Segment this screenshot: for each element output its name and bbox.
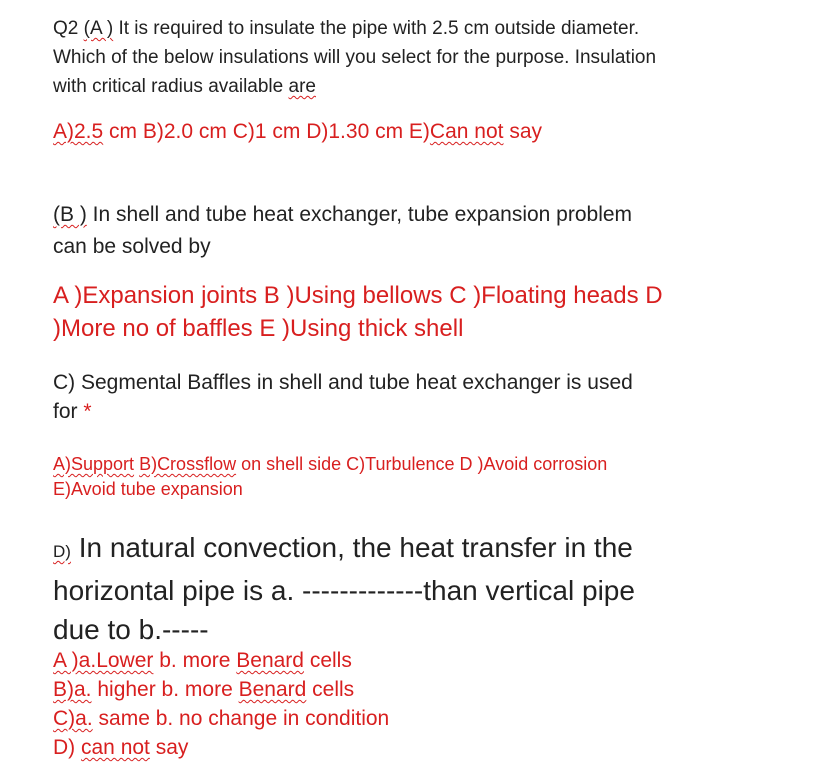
answer-c-option-e: E)Avoid tube expansion [53, 479, 243, 499]
answer-a-options-mid: cm B)2.0 cm C)1 cm D)1.30 cm E) [103, 120, 430, 143]
answer-d-option-d [53, 733, 389, 762]
answer-a-option-e-end: say [503, 120, 542, 143]
question-d-label: D) [53, 542, 71, 561]
question-a-line-3 [53, 72, 656, 101]
answer-d-option-d-cannot: can not [81, 736, 150, 759]
question-c-text-1: C) Segmental Baffles in shell and tube heat exchanger is used [53, 371, 633, 394]
answer-a-option-e-cannot: Can not [429, 120, 504, 143]
answer-d-option-c-label: C)a. [53, 707, 93, 730]
question-a-text-1: It is required to insulate the pipe with 2.5 cm outside diameter. [113, 18, 640, 39]
answer-d-option-a [53, 646, 389, 675]
answer-d-option-a-benard: Benard [236, 649, 304, 672]
question-d-text-2: horizontal pipe is a. -------------than vertical pipe [53, 575, 635, 606]
question-a-line-1 [53, 14, 656, 43]
answers-d [53, 646, 389, 762]
answers-b-line-2: )More no of baffles E )Using thick shell [53, 315, 464, 342]
answer-c-options-rest: on shell side C)Turbulence D )Avoid corrosion [236, 454, 608, 474]
question-b-text-2: can be solved by [53, 235, 211, 258]
required-asterisk: * [83, 400, 92, 423]
question-b-line-1 [53, 199, 632, 231]
question-a [53, 14, 656, 101]
answers-a [53, 118, 542, 146]
answers-b-line-1: A )Expansion joints B )Using bellows C )Floating heads D [53, 282, 663, 309]
answer-c-option-b: B)Crossflow [139, 454, 237, 474]
answer-d-option-d-label: D) [53, 736, 81, 759]
question-d [53, 528, 635, 649]
question-d-text-3: due to b.----- [53, 614, 209, 645]
answer-d-option-b-mid: higher b. more [91, 678, 239, 701]
question-c-line-2 [53, 397, 633, 426]
answer-d-option-b [53, 675, 389, 704]
question-a-label: (A ) [83, 18, 114, 39]
answers-c [53, 452, 607, 502]
question-d-text-1: In natural convection, the heat transfer in the [70, 532, 633, 563]
answer-d-option-c-rest: same b. no change in condition [92, 707, 390, 730]
question-d-line-1 [53, 528, 635, 571]
question-c-text-2: for [53, 400, 84, 423]
answer-a-option-a: A)2.5 [53, 120, 104, 143]
question-b [53, 199, 632, 263]
answer-d-option-c [53, 704, 389, 733]
answer-c-option-a: A)Support [53, 454, 135, 474]
answer-d-option-a-end: cells [303, 649, 352, 672]
answer-d-option-b-benard: Benard [238, 678, 307, 701]
answer-d-option-b-end: cells [306, 678, 355, 701]
question-b-text-1: In shell and tube heat exchanger, tube expansion problem [86, 203, 633, 226]
question-a-text-3: with critical radius available [53, 76, 289, 97]
answers-b [53, 279, 663, 345]
answer-d-option-a-mid: b. more [153, 649, 237, 672]
answers-c-line-1 [53, 452, 607, 477]
answer-d-option-a-label: A )a.Lower [53, 649, 154, 672]
answers-a-line [53, 118, 542, 146]
question-a-text-3-word: are [288, 76, 316, 97]
question-c [53, 368, 633, 426]
question-number: Q2 [53, 18, 84, 39]
answer-d-option-b-label: B)a. [53, 678, 92, 701]
question-a-text-2: Which of the below insulations will you select for the purpose. Insulation [53, 47, 657, 68]
question-b-label: (B ) [53, 203, 87, 226]
answer-d-option-d-end: say [149, 736, 189, 759]
